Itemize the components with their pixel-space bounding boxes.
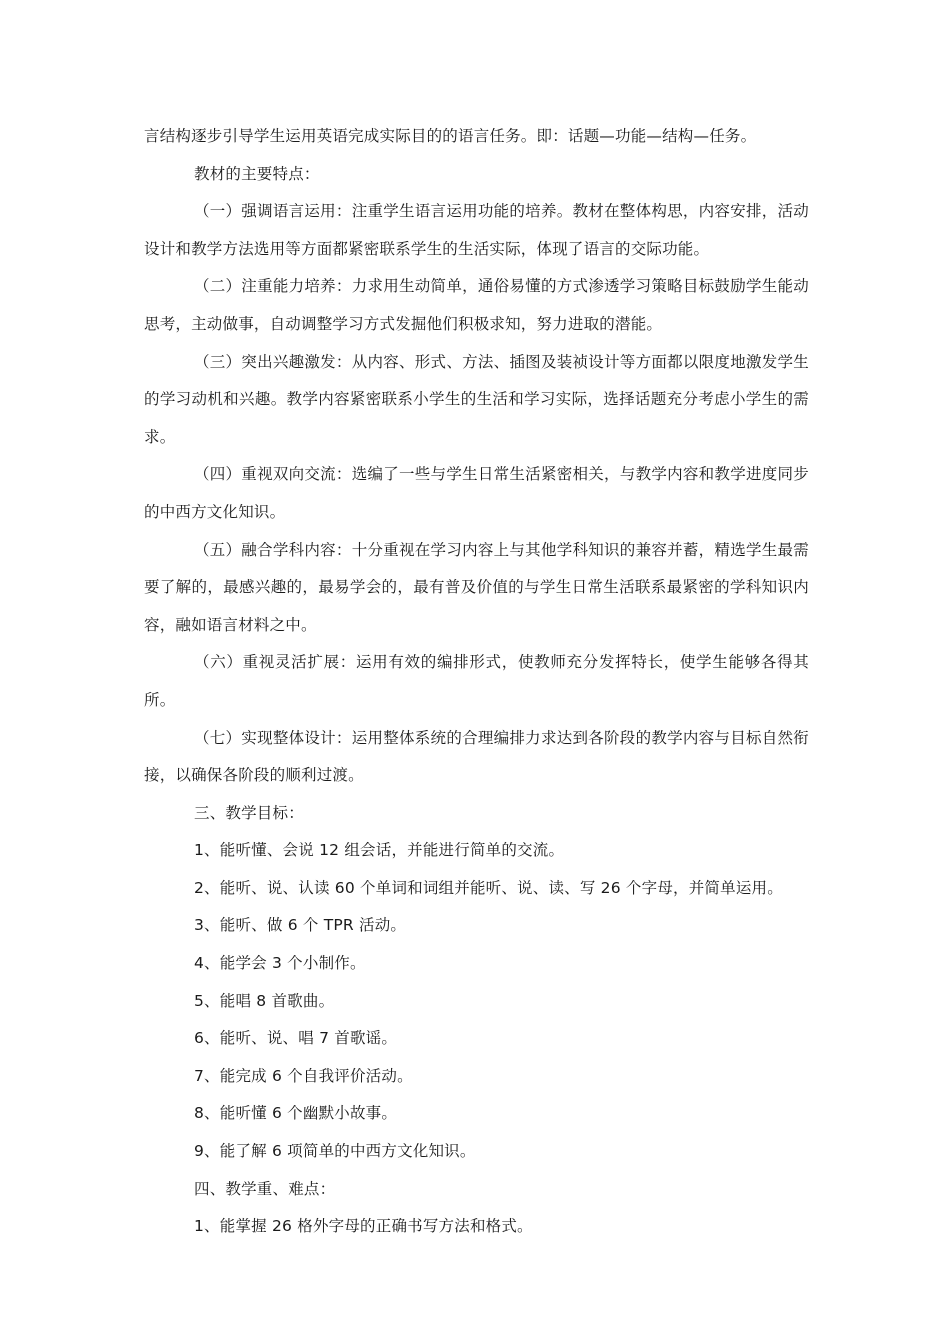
goal-item-1: 1、能听懂、会说 12 组会话，并能进行简单的交流。 — [194, 841, 565, 860]
goal-item-7: 7、能完成 6 个自我评价活动。 — [194, 1066, 413, 1085]
goal-item-5: 5、能唱 8 首歌曲。 — [194, 991, 335, 1010]
feature-3: （三）突出兴趣激发：从内容、形式、方法、插图及装祯设计等方面都以限度地激发学生的学习动机和兴趣。教学内容紧密联系小学生的生活和学习实际，选择话题充分考虑小学生的需求。 — [144, 352, 809, 446]
feature-5: （五）融合学科内容：十分重视在学习内容上与其他学科知识的兼容并蓄，精选学生最需要了解的，最感兴趣的，最易学会的，最有普及价值的与学生日常生活联系最紧密的学科知识内容，融如语言材料之中。 — [144, 540, 809, 634]
feature-6: （六）重视灵活扩展：运用有效的编排形式，使教师充分发挥特长，使学生能够各得其所。 — [144, 653, 809, 709]
feature-4: （四）重视双向交流：选编了一些与学生日常生活紧密相关，与教学内容和教学进度同步的中西方文化知识。 — [144, 465, 809, 521]
paragraph-continuation: 言结构逐步引导学生运用英语完成实际目的的语言任务。即：话题—功能—结构—任务。 — [144, 127, 757, 145]
goal-item-4: 4、能学会 3 个小制作。 — [194, 954, 366, 973]
heading-teaching-goals: 三、教学目标： — [194, 803, 304, 822]
goal-item-8: 8、能听懂 6 个幽默小故事。 — [194, 1104, 398, 1123]
key-point-item-1: 1、能掌握 26 格外字母的正确书写方法和格式。 — [194, 1217, 533, 1236]
heading-key-points: 四、教学重、难点： — [194, 1179, 336, 1198]
goal-item-3: 3、能听、做 6 个 TPR 活动。 — [194, 916, 407, 935]
feature-7: （七）实现整体设计：运用整体系统的合理编排力求达到各阶段的教学内容与目标自然衔接，以确保各阶段的顺利过渡。 — [144, 728, 809, 785]
document-body — [144, 118, 809, 1246]
goal-item-6: 6、能听、说、唱 7 首歌谣。 — [194, 1029, 398, 1048]
feature-1: （一）强调语言运用：注重学生语言运用功能的培养。教材在整体构思，内容安排，活动设计和教学方法选用等方面都紧密联系学生的生活实际，体现了语言的交际功能。 — [144, 202, 809, 258]
heading-textbook-features: 教材的主要特点： — [194, 164, 320, 183]
feature-2: （二）注重能力培养：力求用生动简单，通俗易懂的方式渗透学习策略目标鼓励学生能动思考，主动做事，自动调整学习方式发掘他们积极求知，努力进取的潜能。 — [144, 277, 809, 333]
goal-item-9: 9、能了解 6 项简单的中西方文化知识。 — [194, 1142, 476, 1161]
goal-item-2: 2、能听、说、认读 60 个单词和词组并能听、说、读、写 26 个字母，并简单运用。 — [194, 878, 783, 897]
